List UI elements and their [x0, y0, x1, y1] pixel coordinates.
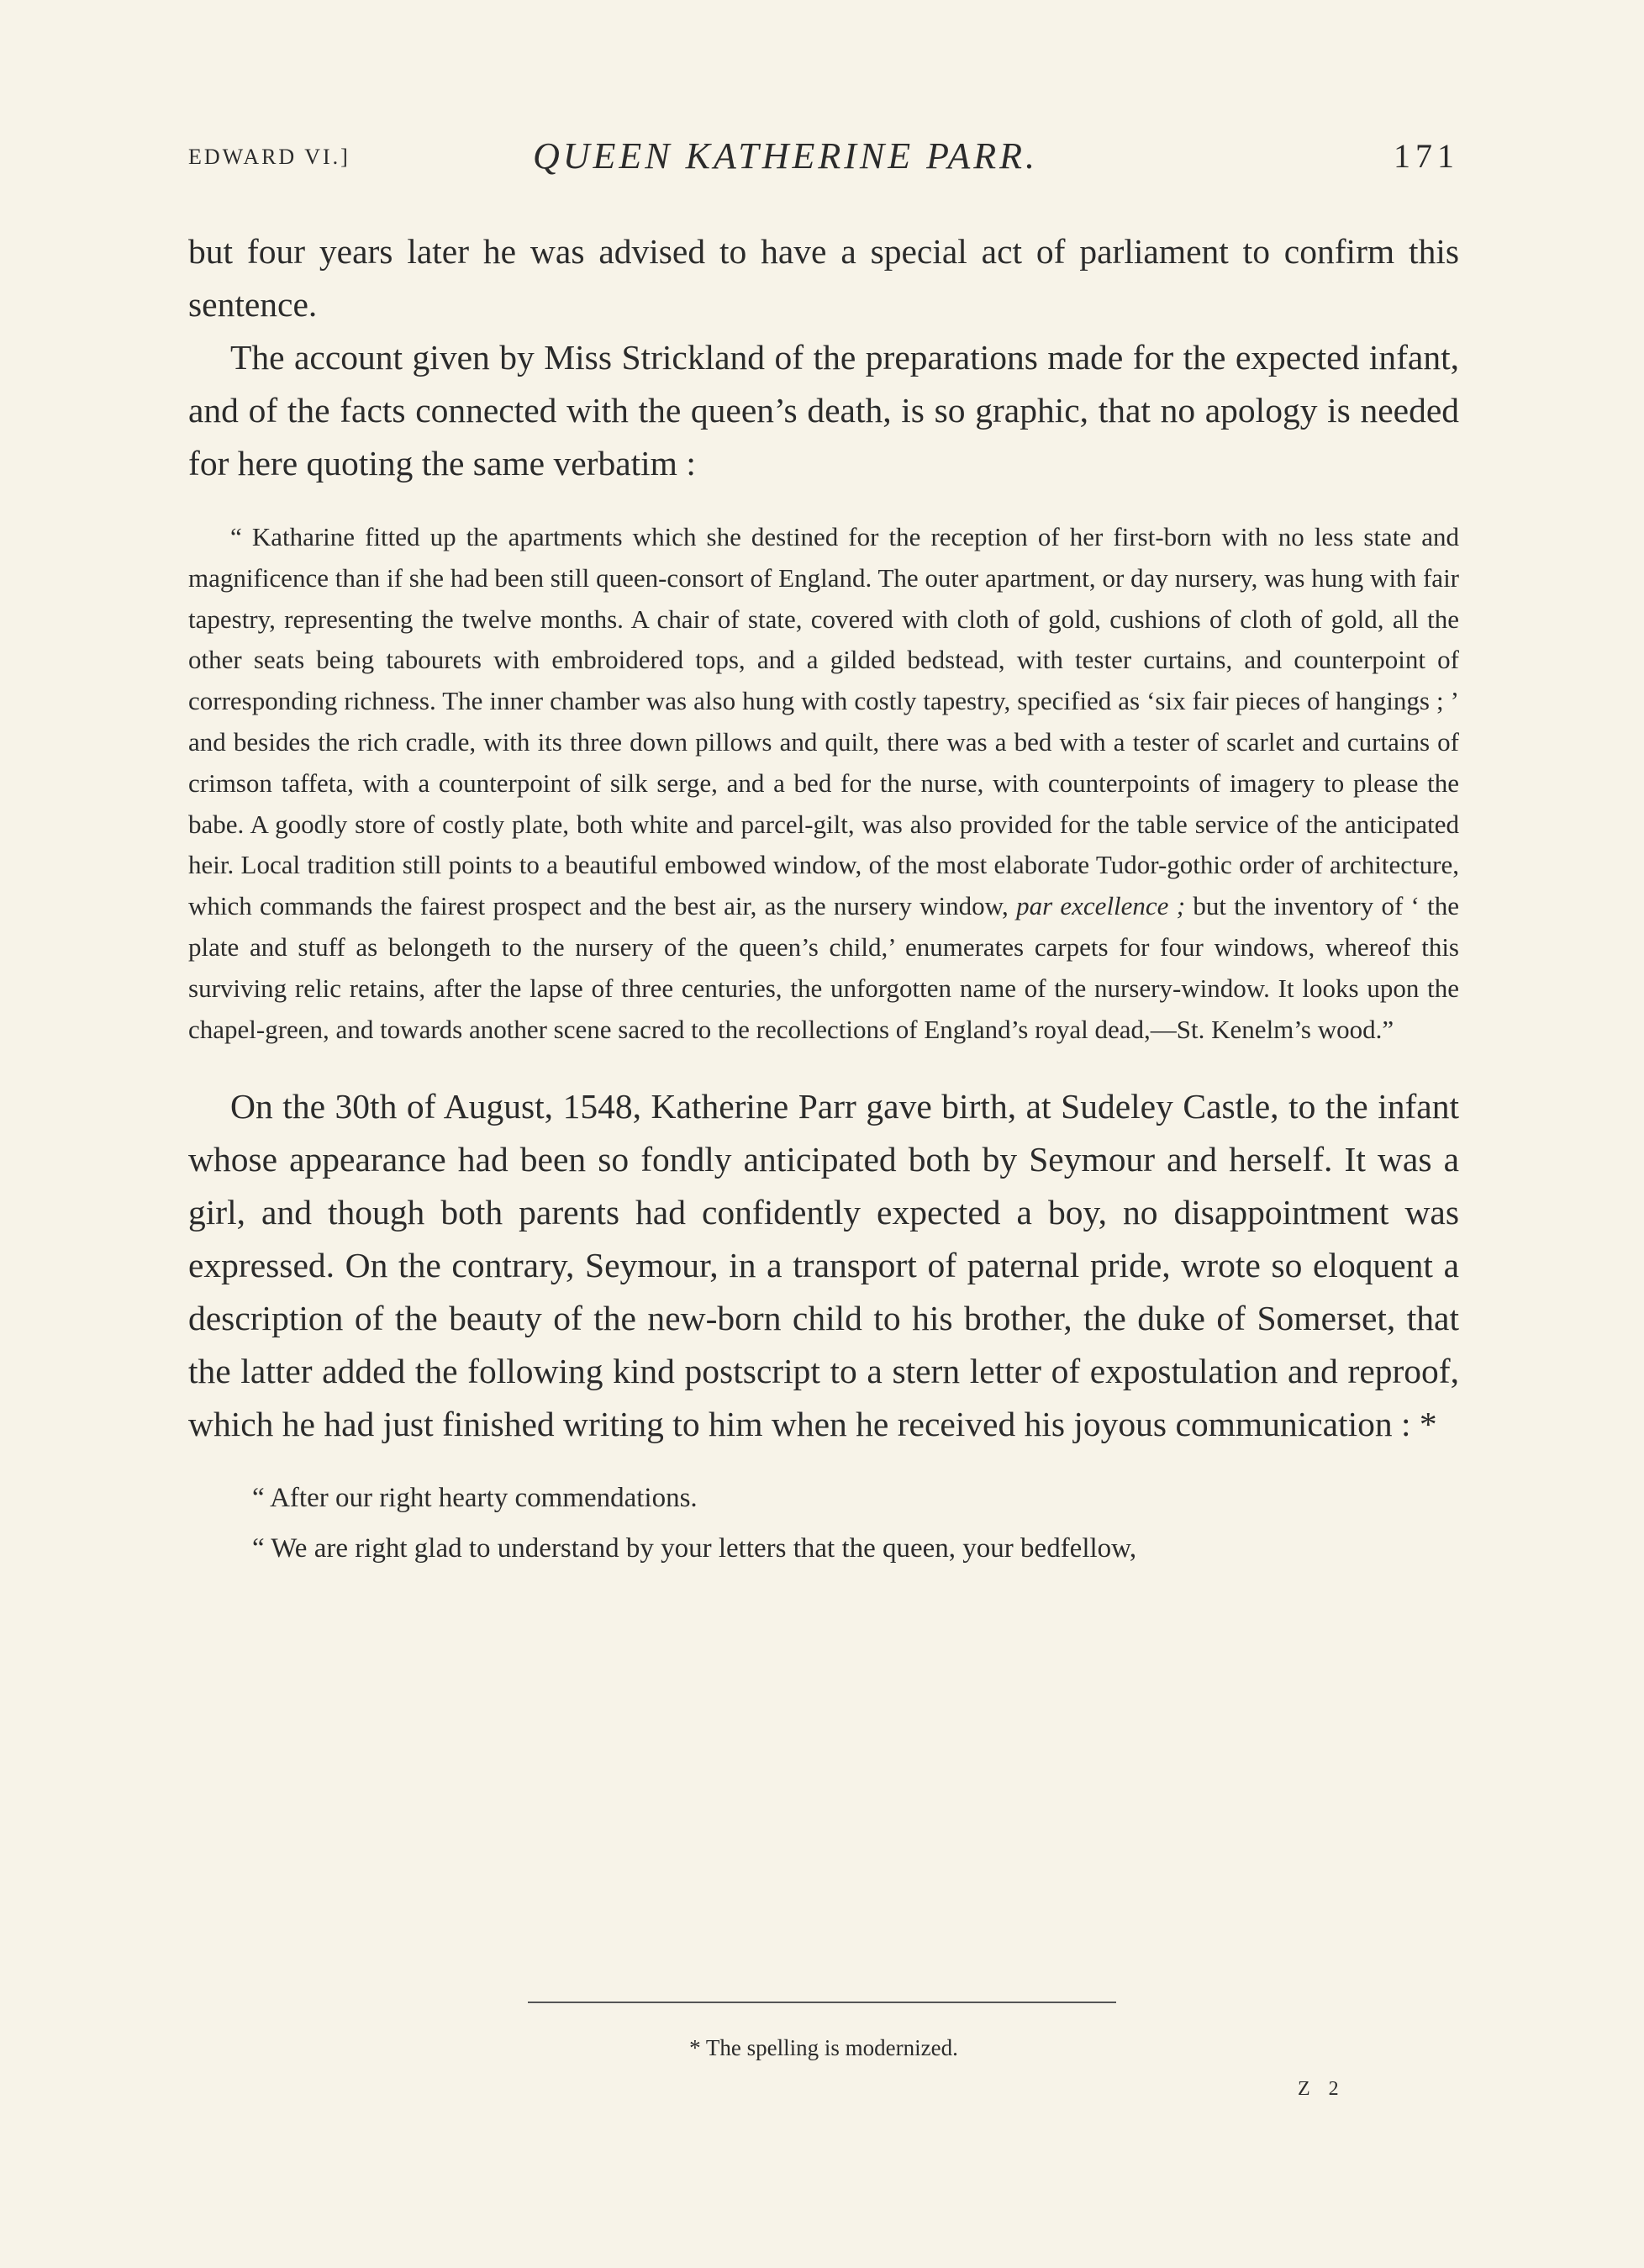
paragraph-continuation: but four years later he was advised to have a special act of parliament to confirm this sentence. [188, 232, 1459, 324]
book-page [188, 0, 1459, 2268]
letter-salutation: “ After our right hearty commendations. [252, 1483, 698, 1514]
paragraph-birth: On the 30th of August, 1548, Katherine Parr gave birth, at Sudeley Castle, to the infant whose appearance had been so fondly anticipated both by Seymour and herself. It was a girl, and though both parents had confidently expected a boy, no disappointment was expressed. On the contrary, Seymour, in a transport of paternal pride, wrote so eloquent a description of the beauty of the new-born child to his brother, the duke of Somerset, that the latter added the following kind postscript to a stern letter of expostulation and reproof, which he had just finished writing to him when he received his joyous communication : * [188, 1087, 1459, 1444]
running-head-title: QUEEN KATHERINE PARR. [533, 135, 1038, 177]
paragraph-strickland-intro: The account given by Miss Strickland of the preparations made for the expected infant, and of the facts connected with the queen’s death, is so graphic, that no apology is needed for here quoting the same verbatim : [188, 338, 1459, 483]
running-head-left: EDWARD VI.] [188, 145, 350, 169]
page-number: 171 [1394, 137, 1459, 175]
quote-text-part-2: but the inventory of ‘ the plate and stuff as belongeth to the nursery of the queen’s child,’ enumerates carpets for four windows, whereof this surviving relic retains, after the lapse of three centuries, the unforgotten name of the nursery-window. It looks upon the chapel-green, and towards another scene sacred to the recollections of England’s royal dead,—St. Kenelm’s wood.” [188, 891, 1460, 1044]
letter-first-line: “ We are right glad to understand by your letters that the queen, your bedfellow, [252, 1533, 1137, 1564]
footnote: * The spelling is modernized. [689, 2035, 958, 2060]
running-head [188, 134, 1459, 185]
signature-mark: Z 2 [1298, 2078, 1346, 2100]
footnote-rule [528, 2002, 1116, 2003]
block-quote-strickland [188, 517, 1459, 1050]
body-text [188, 225, 1459, 1574]
quote-italic-phrase: par excellence ; [1016, 891, 1186, 921]
quote-text-part-1: “ Katharine fitted up the apartments which she destined for the reception of her first-born with no less state and magnificence than if she had been still queen-consort of England. The outer apartment, or day nursery, was hung with fair tapestry, representing the twelve months. A chair of state, covered with cloth of gold, cushions of cloth of gold, all the other seats being tabourets with embroidered tops, and a gilded bedstead, with tester curtains, and counterpoint of corresponding richness. The inner chamber was also hung with costly tapestry, specified as ‘six fair pieces of hangings ; ’ and besides the rich cradle, with its three down pillows and quilt, there was a bed with a tester of scarlet and curtains of crimson taffeta, with a counterpoint of silk serge, and a bed for the nurse, with counterpoints of imagery to please the babe. A goodly store of costly plate, both white and parcel-gilt, was also provided for the table service of the anticipated heir. Local tradition still points to a beautiful embowed window, of the most elaborate Tudor-gothic order of architecture, which commands the fairest prospect and the best air, as the nursery window, [188, 522, 1459, 921]
